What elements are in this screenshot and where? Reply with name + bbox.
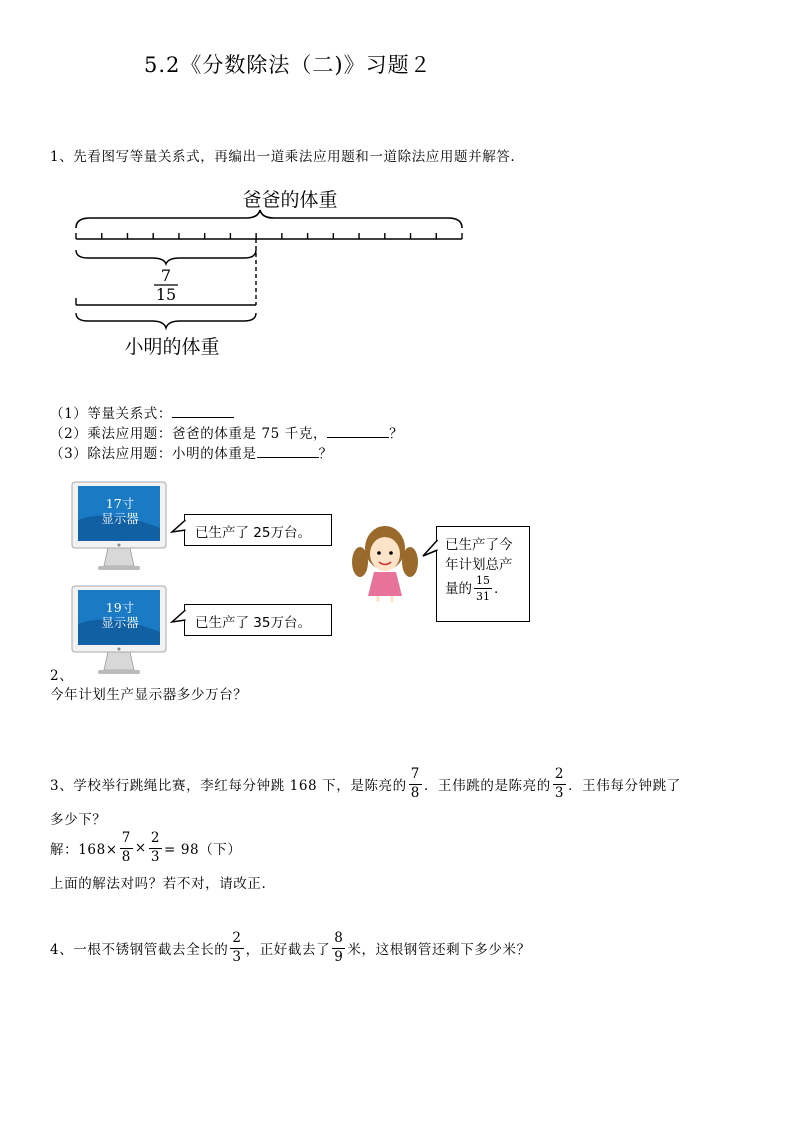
q4-fraction-2: $\frac{8}{9}$ xyxy=(334,930,344,965)
fraction-den: 15 xyxy=(155,285,177,304)
monitor-19-label: 19寸 显示器 xyxy=(101,600,139,630)
answer-blank-3[interactable] xyxy=(257,445,319,458)
q1-sub1: （1）等量关系式： xyxy=(50,402,234,422)
q3-fraction-1: $\frac{7}{8}$ xyxy=(410,766,420,801)
answer-blank-2[interactable] xyxy=(327,425,389,438)
q2-number: 2、 xyxy=(50,668,74,684)
diagram-bottom-label: 小明的体重 xyxy=(124,336,220,358)
bubble-tail-2 xyxy=(170,606,188,632)
q3-sol-fraction-1: $\frac{7}{8}$ xyxy=(121,830,131,865)
monitor-17-bubble: 已生产了 25万台。 xyxy=(184,514,332,546)
q4-line: 4、一根不锈钢管截去全长的 $\frac{2}{3}$ ，正好截去了 $\frac{8}{9}$ 米，这根钢管还剩下多少米？ xyxy=(50,930,531,965)
bubble-tail-1 xyxy=(170,516,188,542)
q3-followup: 上面的解法对吗？若不对，请改正. xyxy=(50,876,267,892)
fraction-num: 7 xyxy=(160,266,172,285)
q3-sol-fraction-2: $\frac{2}{3}$ xyxy=(150,830,161,865)
q3-solution: 解：168× $\frac{7}{8}$ × $\frac{2}{3}$ = 98（下） xyxy=(50,830,242,865)
q2-question: 今年计划生产显示器多少万台？ xyxy=(50,687,248,703)
q1-sub3: （3）除法应用题：小明的体重是 ？ xyxy=(50,446,333,462)
bottom-brace xyxy=(76,313,256,328)
diagram-top-label: 爸爸的体重 xyxy=(242,189,338,211)
monitor-17-icon xyxy=(70,480,170,572)
page-title: 5.2《分数除法（二)》习题２ xyxy=(144,53,432,77)
q4-fraction-1: $\frac{2}{3}$ xyxy=(232,930,242,965)
monitor-17-label: 17寸 显示器 xyxy=(101,496,139,526)
tick-marks xyxy=(76,233,462,239)
monitor-19-bubble: 已生产了 35万台。 xyxy=(184,604,332,636)
girl-icon xyxy=(350,522,420,604)
monitor-19-icon xyxy=(70,584,170,676)
weight-diagram xyxy=(60,180,480,365)
q1-sub2: （2）乘法应用题：爸爸的体重是 75 千克， ？ xyxy=(50,426,404,442)
part-brace xyxy=(76,250,256,264)
girl-fraction: $\frac{15}{31}$ xyxy=(476,574,490,603)
q3-fraction-2: $\frac{2}{3}$ xyxy=(554,766,565,801)
q1-instruction: 1、先看图写等量关系式，再编出一道乘法应用题和一道除法应用题并解答. xyxy=(50,149,516,165)
top-brace xyxy=(76,210,462,228)
answer-blank-1[interactable] xyxy=(172,405,234,418)
q3-line2: 多少下？ xyxy=(50,812,107,828)
girl-bubble: 已生产了今 年计划总产 量的 $\frac{15}{31}$ . xyxy=(436,526,530,622)
bubble-tail-girl xyxy=(420,536,440,562)
q3-line1: 3、学校举行跳绳比赛，李红每分钟跳 168 下，是陈亮的 $\frac{7}{8}$ ．王伟跳的是陈亮的 $\frac{2}{3}$ ．王伟每分钟跳了 xyxy=(50,766,681,801)
